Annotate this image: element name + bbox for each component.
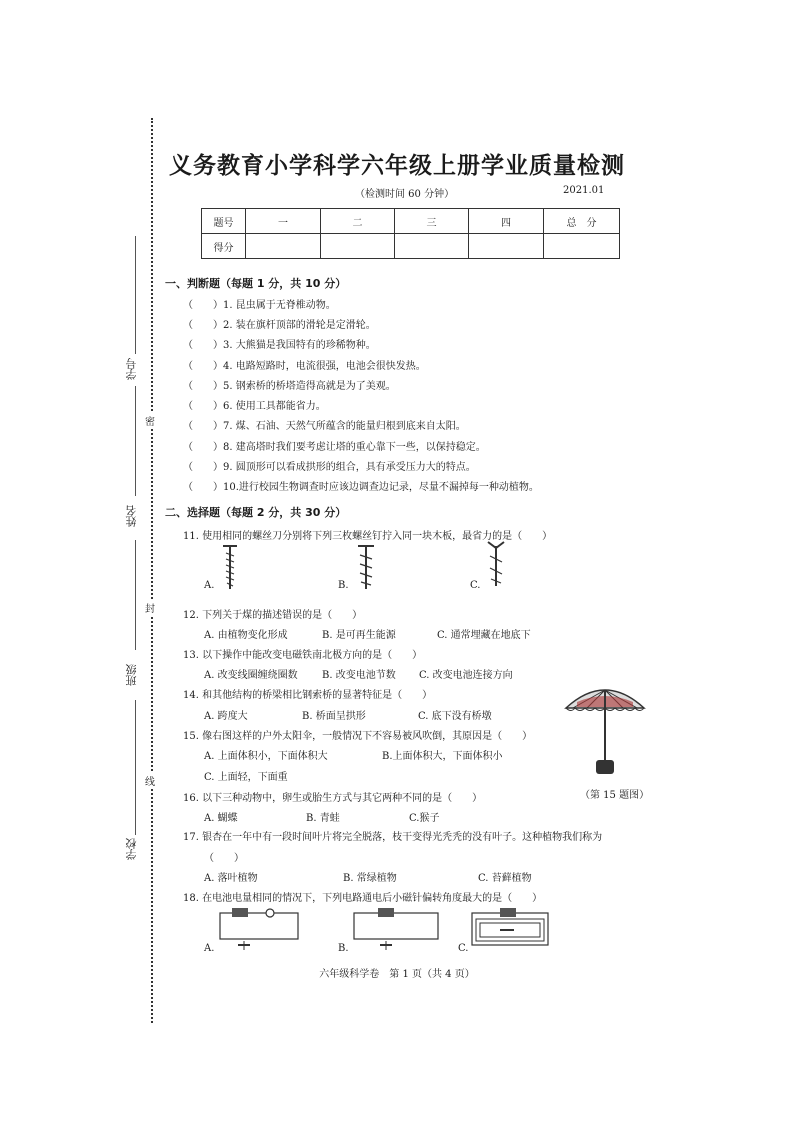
student-id-label: 学号 xyxy=(125,358,138,380)
q15-option-b: B.上面体积大，下面体积小 xyxy=(382,751,503,762)
score-cell[interactable] xyxy=(544,234,620,259)
exam-date: 2021.01 xyxy=(563,185,605,196)
screw-medium-thread-icon xyxy=(355,543,377,591)
judge-item: （ ）5. 钢索桥的桥塔造得高就是为了美观。 xyxy=(183,381,396,392)
score-header-cell: 总 分 xyxy=(544,209,620,234)
q17-option-b: B. 常绿植物 xyxy=(343,873,397,884)
exam-duration: （检测时间 60 分钟） xyxy=(355,189,455,200)
q17-option-a: A. 落叶植物 xyxy=(204,873,258,884)
score-cell[interactable] xyxy=(246,234,321,259)
q13-option-b: B. 改变电池节数 xyxy=(322,670,396,681)
score-table xyxy=(201,208,620,259)
q18-option-a: A. xyxy=(204,943,215,954)
section1-heading: 一、判断题（每题 1 分，共 10 分） xyxy=(165,277,347,290)
judge-item: （ ）10.进行校园生物调查时应该边调查边记录，尽量不漏掉每一种动植物。 xyxy=(183,482,539,493)
q14-option-a: A. 跨度大 xyxy=(204,711,248,722)
figure-15-caption: （第 15 题图） xyxy=(580,790,650,801)
q14-option-c: C. 底下没有桥墩 xyxy=(418,711,492,722)
score-cell[interactable] xyxy=(321,234,395,259)
q16-option-a: A. 蝴蝶 xyxy=(204,813,238,824)
page-footer: 六年级科学卷 第 1 页（共 4 页） xyxy=(319,969,475,980)
score-header-cell: 二 xyxy=(321,209,395,234)
seal-char-xian: 线 xyxy=(145,773,155,788)
q15-option-c: C. 上面轻，下面重 xyxy=(204,772,288,783)
screw-sparse-thread-icon xyxy=(485,540,507,588)
judge-item: （ ）7. 煤、石油、天然气所蕴含的能量归根到底来自太阳。 xyxy=(183,421,466,432)
q14-option-b: B. 桥面呈拱形 xyxy=(302,711,366,722)
judge-item: （ ）4. 电路短路时，电流很强，电池会很快发热。 xyxy=(183,361,426,372)
score-header-cell: 一 xyxy=(246,209,321,234)
student-id-blank[interactable] xyxy=(135,236,136,354)
q11-option-b: B. xyxy=(338,580,349,591)
q12-option-a: A. 由植物变化形成 xyxy=(204,630,288,641)
circuit-c-figure xyxy=(470,903,550,953)
score-table-score-row xyxy=(202,234,620,259)
q11-option-c: C. xyxy=(470,580,481,591)
binding-dotted-line xyxy=(151,118,153,1023)
q16-option-c: C.猴子 xyxy=(409,813,440,824)
judge-item: （ ）2. 装在旗杆顶部的滑轮是定滑轮。 xyxy=(183,320,376,331)
judge-item: （ ）3. 大熊猫是我国特有的珍稀物种。 xyxy=(183,340,376,351)
score-header-cell: 四 xyxy=(469,209,544,234)
name-label: 姓名 xyxy=(125,505,138,527)
school-blank[interactable] xyxy=(135,700,136,835)
question-16: 16. 以下三种动物中，卵生或胎生方式与其它两种不同的是（ ） xyxy=(183,793,483,804)
q18-option-b: B. xyxy=(338,943,349,954)
score-header-cell: 三 xyxy=(395,209,469,234)
q13-option-a: A. 改变线圈缠绕圈数 xyxy=(204,670,298,681)
judge-item: （ ）6. 使用工具都能省力。 xyxy=(183,401,326,412)
question-17: 17. 银杏在一年中有一段时间叶片将完全脱落，枝干变得光秃秃的没有叶子。这种植物我们称为 xyxy=(183,832,603,843)
seal-char-feng: 封 xyxy=(145,600,155,615)
class-label: 班级 xyxy=(125,664,138,686)
school-label: 学校 xyxy=(125,838,138,860)
q16-option-b: B. 青蛙 xyxy=(306,813,340,824)
question-17-blank: （ ） xyxy=(204,853,244,864)
screw-long-thread-icon xyxy=(220,543,240,591)
section2-heading: 二、选择题（每题 2 分，共 30 分） xyxy=(165,506,347,519)
question-13: 13. 以下操作中能改变电磁铁南北极方向的是（ ） xyxy=(183,650,423,661)
question-18: 18. 在电池电量相同的情况下，下列电路通电后小磁针偏转角度最大的是（ ） xyxy=(183,893,543,904)
question-15: 15. 像右图这样的户外太阳伞，一般情况下不容易被风吹倒，其原因是（ ） xyxy=(183,731,533,742)
score-cell[interactable] xyxy=(469,234,544,259)
judge-item: （ ）1. 昆虫属于无脊椎动物。 xyxy=(183,300,336,311)
umbrella-figure xyxy=(563,678,648,784)
score-cell[interactable] xyxy=(395,234,469,259)
circuit-b-figure xyxy=(352,903,440,953)
q18-option-c: C. xyxy=(458,943,469,954)
q17-option-c: C. 苔藓植物 xyxy=(478,873,532,884)
question-11: 11. 使用相同的螺丝刀分别将下列三枚螺丝钉拧入同一块木板，最省力的是（ ） xyxy=(183,531,553,542)
q11-option-a: A. xyxy=(204,580,215,591)
question-14: 14. 和其他结构的桥梁相比钢索桥的显著特征是（ ） xyxy=(183,690,433,701)
q12-option-c: C. 通常埋藏在地底下 xyxy=(437,630,531,641)
q12-option-b: B. 是可再生能源 xyxy=(322,630,396,641)
judge-item: （ ）9. 圆顶形可以看成拱形的组合，具有承受压力大的特点。 xyxy=(183,462,476,473)
q15-option-a: A. 上面体积小，下面体积大 xyxy=(204,751,328,762)
student-id-blank-lower xyxy=(135,386,136,496)
seal-char-mi: 密 xyxy=(145,413,155,428)
q13-option-c: C. 改变电池连接方向 xyxy=(419,670,513,681)
score-row-label: 得分 xyxy=(202,234,246,259)
circuit-a-figure xyxy=(218,903,302,953)
judge-item: （ ）8. 建高塔时我们要考虑让塔的重心靠下一些，以保持稳定。 xyxy=(183,442,486,453)
class-blank[interactable] xyxy=(135,540,136,650)
score-table-header-row xyxy=(202,209,620,234)
page-title: 义务教育小学科学六年级上册学业质量检测 xyxy=(169,153,625,179)
question-12: 12. 下列关于煤的描述错误的是（ ） xyxy=(183,610,363,621)
score-header-cell: 题号 xyxy=(202,209,246,234)
